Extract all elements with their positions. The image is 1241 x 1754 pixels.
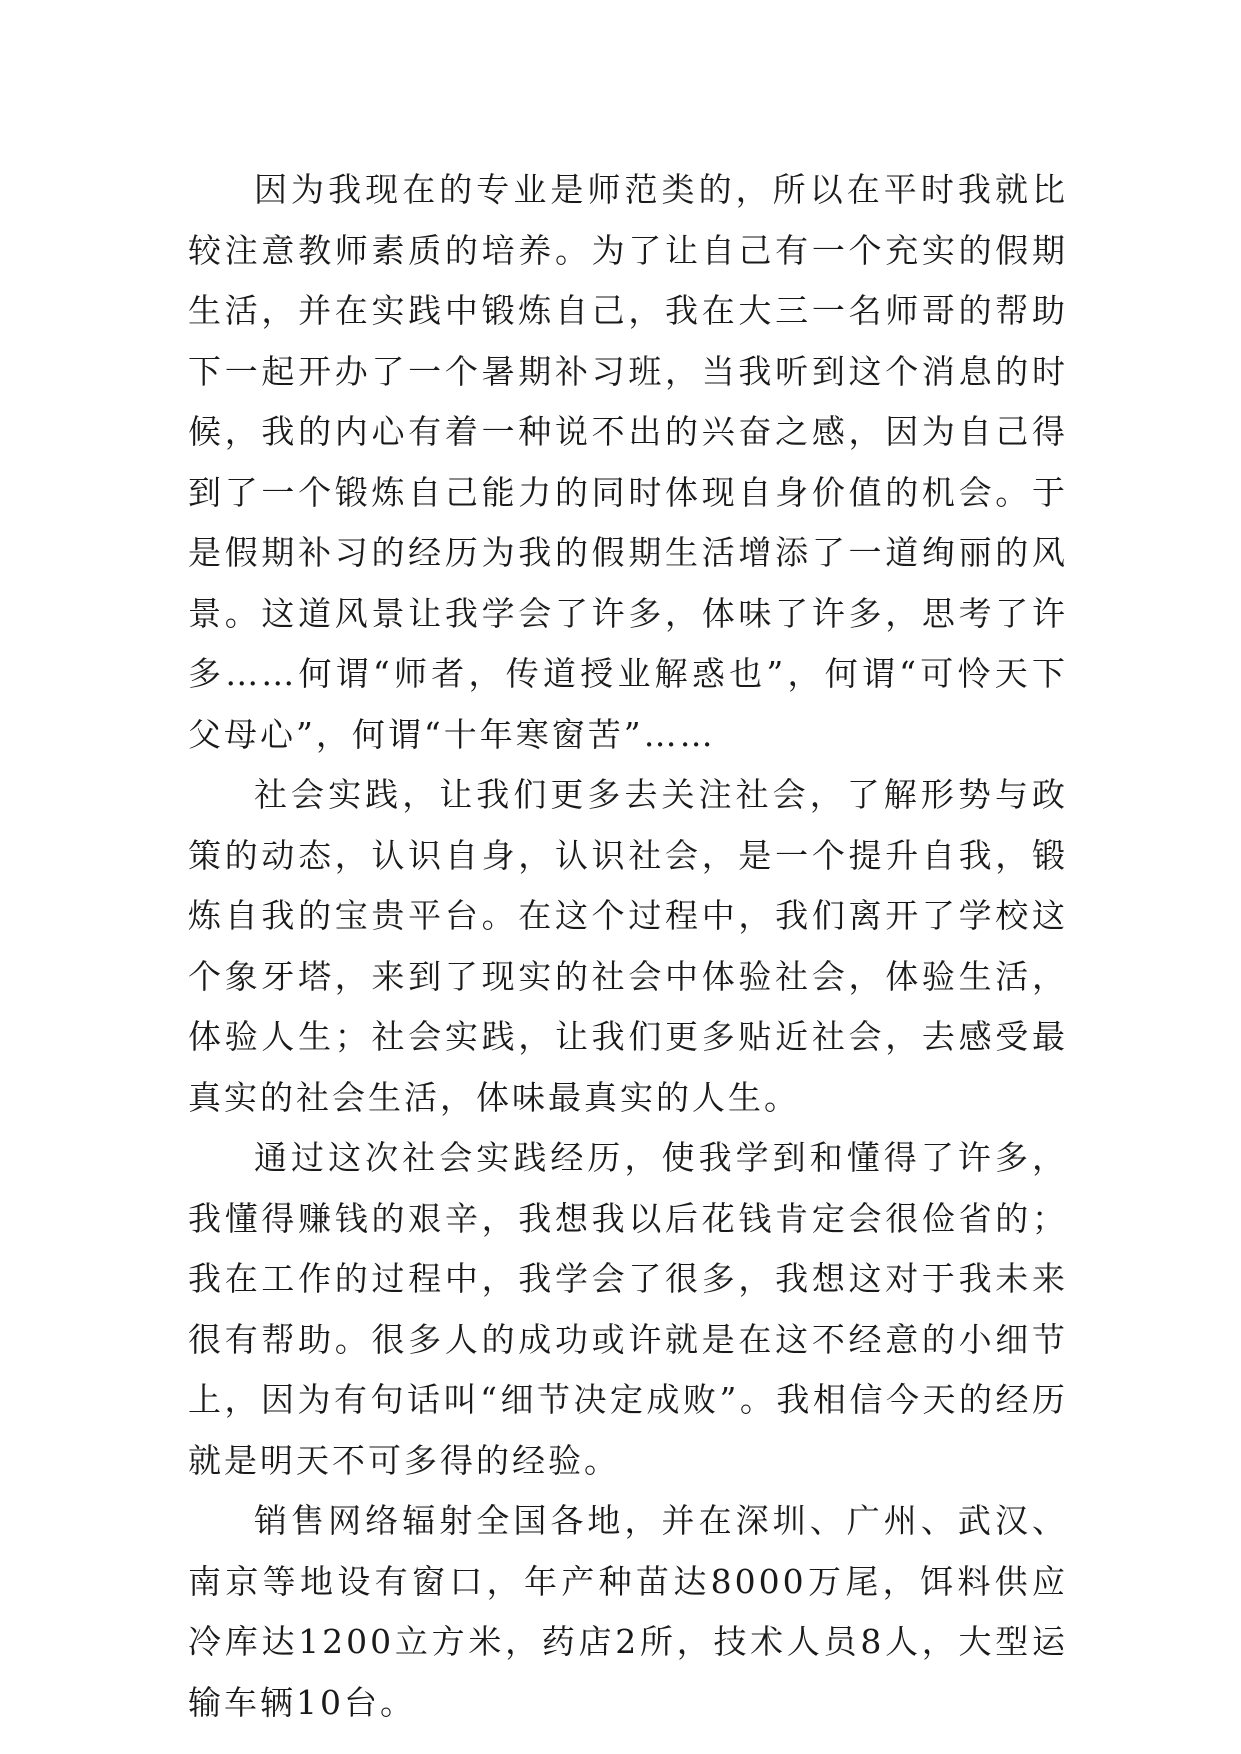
document-body: [188, 160, 1068, 1733]
paragraph-lessons-learned: 通过这次社会实践经历，使我学到和懂得了许多，我懂得赚钱的艰辛，我想我以后花钱肯定会很俭省的；我在工作的过程中，我学会了很多，我想这对于我未来很有帮助。很多人的成功或许就是在这不经意的小细节上，因为有句话叫“细节决定成败”。我相信今天的经历就是明天不可多得的经验。: [188, 1138, 1068, 1480]
paragraph-teaching-practice: 因为我现在的专业是师范类的，所以在平时我就比较注意教师素质的培养。为了让自己有一个充实的假期生活，并在实践中锻炼自己，我在大三一名师哥的帮助下一起开办了一个暑期补习班，当我听到这个消息的时候，我的内心有着一种说不出的兴奋之感，因为自己得到了一个锻炼自己能力的同时体现自身价值的机会。于是假期补习的经历为我的假期生活增添了一道绚丽的风景。这道风景让我学会了许多，体味了许多，思考了许多……何谓“师者，传道授业解惑也”，何谓“可怜天下父母心”，何谓“十年寒窗苦”……: [188, 170, 1068, 754]
paragraph-sales-network: 销售网络辐射全国各地，并在深圳、广州、武汉、南京等地设有窗口，年产种苗达8000万尾，饵料供应冷库达1200立方米，药店2所，技术人员8人，大型运输车辆10台。: [188, 1501, 1068, 1722]
paragraph-social-practice: 社会实践，让我们更多去关注社会，了解形势与政策的动态，认识自身，认识社会，是一个提升自我，锻炼自我的宝贵平台。在这个过程中，我们离开了学校这个象牙塔，来到了现实的社会中体验社会，体验生活，体验人生；社会实践，让我们更多贴近社会，去感受最真实的社会生活，体味最真实的人生。: [188, 775, 1068, 1117]
